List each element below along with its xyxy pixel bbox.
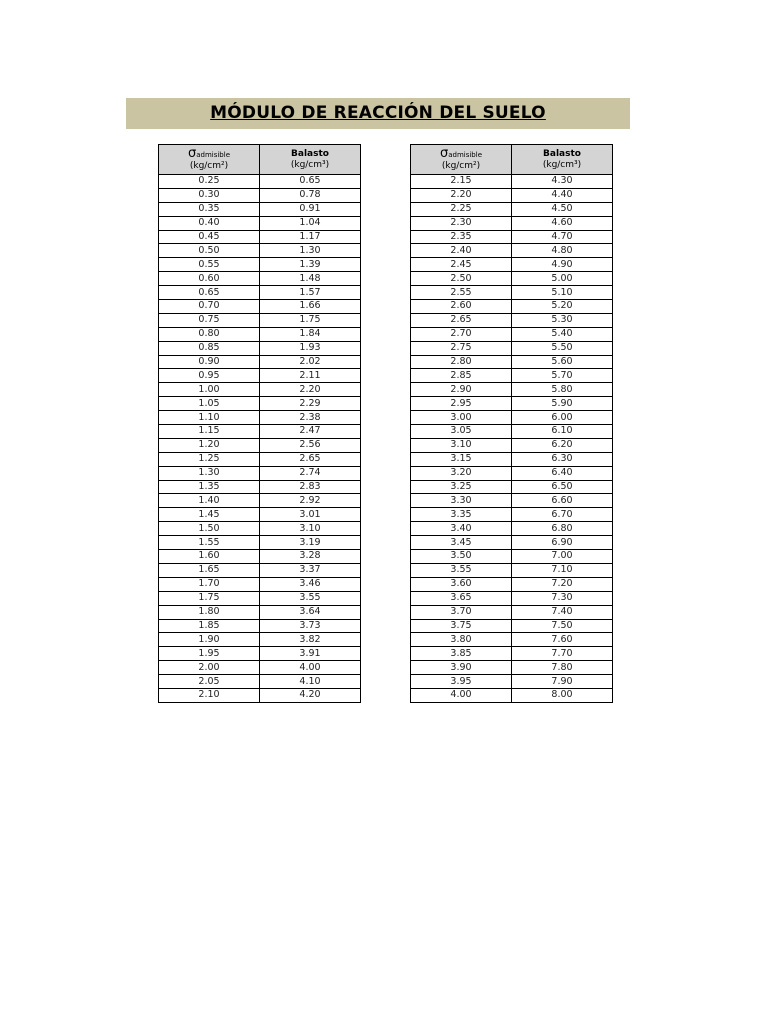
table-row	[159, 313, 361, 327]
balasto-cell: 4.20	[260, 688, 361, 702]
balasto-cell: 6.90	[512, 536, 613, 550]
balasto-cell: 5.60	[512, 355, 613, 369]
table-row	[159, 480, 361, 494]
table-row	[411, 383, 613, 397]
balasto-cell: 8.00	[512, 688, 613, 702]
balasto-cell: 2.56	[260, 438, 361, 452]
table-row	[411, 661, 613, 675]
table-row	[411, 425, 613, 439]
sigma-cell: 1.55	[159, 536, 260, 550]
table-row	[411, 355, 613, 369]
sigma-cell: 3.15	[411, 452, 512, 466]
table-row	[159, 286, 361, 300]
table-row	[159, 300, 361, 314]
balasto-cell: 6.00	[512, 411, 613, 425]
sigma-cell: 3.60	[411, 577, 512, 591]
balasto-cell: 1.39	[260, 258, 361, 272]
sigma-cell: 0.90	[159, 355, 260, 369]
sigma-cell: 3.90	[411, 661, 512, 675]
table-row	[411, 188, 613, 202]
table-row	[159, 452, 361, 466]
table-row	[159, 438, 361, 452]
sigma-cell: 2.70	[411, 327, 512, 341]
sigma-unit: (kg/cm²)	[189, 160, 229, 171]
balasto-cell: 7.60	[512, 633, 613, 647]
sigma-cell: 1.20	[159, 438, 260, 452]
sigma-cell: 1.70	[159, 577, 260, 591]
balasto-cell: 6.70	[512, 508, 613, 522]
table-row	[411, 563, 613, 577]
sigma-cell: 1.15	[159, 425, 260, 439]
sigma-unit: (kg/cm²)	[441, 160, 481, 171]
balasto-cell: 0.78	[260, 188, 361, 202]
balasto-cell: 4.90	[512, 258, 613, 272]
table-row	[159, 202, 361, 216]
sigma-cell: 1.90	[159, 633, 260, 647]
sigma-cell: 2.10	[159, 688, 260, 702]
table-row	[411, 327, 613, 341]
table-row	[411, 494, 613, 508]
balasto-cell: 3.91	[260, 647, 361, 661]
table-row	[159, 466, 361, 480]
balasto-cell: 2.83	[260, 480, 361, 494]
sigma-cell: 0.30	[159, 188, 260, 202]
sigma-cell: 3.95	[411, 675, 512, 689]
table-body	[411, 175, 613, 703]
table-row	[159, 591, 361, 605]
table-row	[411, 688, 613, 702]
table-row	[159, 688, 361, 702]
balasto-unit: (kg/cm³)	[290, 159, 330, 170]
balasto-cell: 4.40	[512, 188, 613, 202]
table-row	[159, 675, 361, 689]
table-row	[411, 341, 613, 355]
balasto-cell: 1.30	[260, 244, 361, 258]
balasto-cell: 5.90	[512, 397, 613, 411]
table-row	[159, 341, 361, 355]
table-row	[159, 258, 361, 272]
balasto-cell: 3.01	[260, 508, 361, 522]
balasto-cell: 2.02	[260, 355, 361, 369]
table-row	[411, 508, 613, 522]
sigma-cell: 0.55	[159, 258, 260, 272]
table-row	[159, 411, 361, 425]
table-row	[411, 633, 613, 647]
balasto-cell: 2.65	[260, 452, 361, 466]
balasto-cell: 5.70	[512, 369, 613, 383]
balasto-cell: 1.93	[260, 341, 361, 355]
sigma-subscript: admisible	[196, 150, 231, 159]
balasto-cell: 3.55	[260, 591, 361, 605]
balasto-cell: 7.30	[512, 591, 613, 605]
sigma-cell: 0.40	[159, 216, 260, 230]
balasto-cell: 1.75	[260, 313, 361, 327]
sigma-cell: 1.25	[159, 452, 260, 466]
balasto-cell: 4.30	[512, 175, 613, 189]
table-row	[411, 272, 613, 286]
balasto-cell: 6.50	[512, 480, 613, 494]
table-row	[411, 675, 613, 689]
sigma-cell: 0.75	[159, 313, 260, 327]
table-row	[411, 466, 613, 480]
balasto-cell: 2.92	[260, 494, 361, 508]
balasto-unit: (kg/cm³)	[542, 159, 582, 170]
sigma-column-header	[159, 145, 260, 175]
sigma-symbol: σ	[439, 145, 449, 161]
sigma-cell: 4.00	[411, 688, 512, 702]
sigma-cell: 2.55	[411, 286, 512, 300]
table-row	[159, 355, 361, 369]
balasto-cell: 3.10	[260, 522, 361, 536]
balasto-cell: 6.40	[512, 466, 613, 480]
sigma-cell: 2.05	[159, 675, 260, 689]
balasto-cell: 5.00	[512, 272, 613, 286]
title-bar	[126, 98, 630, 129]
balasto-column-header	[512, 145, 613, 175]
table-body	[159, 175, 361, 703]
sigma-cell: 1.35	[159, 480, 260, 494]
balasto-cell: 5.30	[512, 313, 613, 327]
sigma-cell: 3.80	[411, 633, 512, 647]
sigma-cell: 2.15	[411, 175, 512, 189]
balasto-cell: 6.30	[512, 452, 613, 466]
sigma-cell: 2.95	[411, 397, 512, 411]
balasto-cell: 7.10	[512, 563, 613, 577]
balasto-cell: 4.10	[260, 675, 361, 689]
sigma-cell: 1.65	[159, 563, 260, 577]
table-row	[159, 175, 361, 189]
soil-table-left	[158, 144, 361, 703]
balasto-cell: 7.40	[512, 605, 613, 619]
balasto-cell: 7.70	[512, 647, 613, 661]
table-row	[159, 550, 361, 564]
table-row	[411, 230, 613, 244]
sigma-cell: 3.45	[411, 536, 512, 550]
sigma-cell: 0.70	[159, 300, 260, 314]
soil-table-right	[410, 144, 613, 703]
table-row	[411, 480, 613, 494]
balasto-cell: 0.91	[260, 202, 361, 216]
table-row	[411, 522, 613, 536]
balasto-cell: 6.10	[512, 425, 613, 439]
table-row	[411, 202, 613, 216]
sigma-cell: 0.50	[159, 244, 260, 258]
balasto-cell: 4.80	[512, 244, 613, 258]
sigma-cell: 3.70	[411, 605, 512, 619]
table-row	[411, 452, 613, 466]
table-header-row	[411, 145, 613, 175]
sigma-cell: 2.45	[411, 258, 512, 272]
table-row	[411, 577, 613, 591]
table-row	[411, 591, 613, 605]
sigma-cell: 2.25	[411, 202, 512, 216]
sigma-cell: 1.85	[159, 619, 260, 633]
sigma-cell: 3.05	[411, 425, 512, 439]
sigma-cell: 1.95	[159, 647, 260, 661]
sigma-cell: 1.40	[159, 494, 260, 508]
sigma-cell: 0.35	[159, 202, 260, 216]
page-title: MÓDULO DE REACCIÓN DEL SUELO	[210, 103, 546, 123]
sigma-cell: 2.75	[411, 341, 512, 355]
sigma-cell: 1.75	[159, 591, 260, 605]
sigma-cell: 3.50	[411, 550, 512, 564]
sigma-cell: 3.25	[411, 480, 512, 494]
sigma-cell: 1.50	[159, 522, 260, 536]
table-row	[159, 605, 361, 619]
table-row	[411, 300, 613, 314]
table-row	[159, 397, 361, 411]
table-row	[411, 619, 613, 633]
sigma-cell: 3.65	[411, 591, 512, 605]
sigma-cell: 2.65	[411, 313, 512, 327]
sigma-cell: 2.50	[411, 272, 512, 286]
table-row	[159, 563, 361, 577]
table-row	[411, 438, 613, 452]
sigma-cell: 2.30	[411, 216, 512, 230]
table-row	[411, 536, 613, 550]
balasto-label: Balasto	[543, 148, 581, 159]
sigma-cell: 3.75	[411, 619, 512, 633]
table-row	[411, 216, 613, 230]
balasto-cell: 3.19	[260, 536, 361, 550]
table-row	[159, 633, 361, 647]
balasto-cell: 2.11	[260, 369, 361, 383]
table-row	[159, 230, 361, 244]
table-row	[159, 383, 361, 397]
balasto-cell: 3.82	[260, 633, 361, 647]
balasto-cell: 3.73	[260, 619, 361, 633]
sigma-cell: 2.40	[411, 244, 512, 258]
sigma-cell: 3.30	[411, 494, 512, 508]
table-row	[411, 258, 613, 272]
balasto-cell: 2.38	[260, 411, 361, 425]
sigma-cell: 3.85	[411, 647, 512, 661]
balasto-cell: 7.80	[512, 661, 613, 675]
sigma-cell: 0.60	[159, 272, 260, 286]
table-row	[159, 577, 361, 591]
balasto-cell: 3.37	[260, 563, 361, 577]
balasto-cell: 7.00	[512, 550, 613, 564]
sigma-cell: 1.80	[159, 605, 260, 619]
table-row	[159, 661, 361, 675]
table-row	[159, 494, 361, 508]
table-row	[411, 647, 613, 661]
table-row	[159, 425, 361, 439]
sigma-cell: 0.65	[159, 286, 260, 300]
table-row	[159, 369, 361, 383]
table-row	[159, 536, 361, 550]
sigma-cell: 3.20	[411, 466, 512, 480]
balasto-cell: 2.20	[260, 383, 361, 397]
table-row	[411, 550, 613, 564]
sigma-cell: 1.30	[159, 466, 260, 480]
table-row	[159, 647, 361, 661]
balasto-cell: 1.84	[260, 327, 361, 341]
sigma-cell: 3.40	[411, 522, 512, 536]
balasto-column-header	[260, 145, 361, 175]
sigma-cell: 0.25	[159, 175, 260, 189]
sigma-cell: 3.00	[411, 411, 512, 425]
balasto-cell: 5.10	[512, 286, 613, 300]
sigma-cell: 1.00	[159, 383, 260, 397]
sigma-cell: 2.60	[411, 300, 512, 314]
sigma-cell: 1.45	[159, 508, 260, 522]
sigma-cell: 2.90	[411, 383, 512, 397]
table-row	[159, 327, 361, 341]
table-row	[411, 175, 613, 189]
sigma-cell: 0.95	[159, 369, 260, 383]
sigma-cell: 3.55	[411, 563, 512, 577]
balasto-cell: 5.20	[512, 300, 613, 314]
balasto-cell: 1.04	[260, 216, 361, 230]
sigma-cell: 0.45	[159, 230, 260, 244]
table-row	[159, 244, 361, 258]
table-row	[411, 369, 613, 383]
balasto-cell: 5.50	[512, 341, 613, 355]
balasto-cell: 5.80	[512, 383, 613, 397]
table-row	[411, 313, 613, 327]
balasto-cell: 1.66	[260, 300, 361, 314]
table-row	[411, 286, 613, 300]
table-header-row	[159, 145, 361, 175]
balasto-cell: 4.00	[260, 661, 361, 675]
balasto-cell: 7.50	[512, 619, 613, 633]
balasto-cell: 4.60	[512, 216, 613, 230]
sigma-cell: 1.60	[159, 550, 260, 564]
sigma-cell: 2.35	[411, 230, 512, 244]
table-row	[411, 411, 613, 425]
balasto-cell: 4.70	[512, 230, 613, 244]
balasto-cell: 2.47	[260, 425, 361, 439]
balasto-cell: 7.90	[512, 675, 613, 689]
balasto-cell: 1.17	[260, 230, 361, 244]
sigma-cell: 2.80	[411, 355, 512, 369]
table-row	[159, 508, 361, 522]
table-row	[411, 605, 613, 619]
balasto-cell: 6.80	[512, 522, 613, 536]
table-row	[159, 522, 361, 536]
sigma-cell: 0.85	[159, 341, 260, 355]
table-row	[159, 216, 361, 230]
sigma-cell: 0.80	[159, 327, 260, 341]
balasto-cell: 3.46	[260, 577, 361, 591]
sigma-cell: 2.85	[411, 369, 512, 383]
table-row	[159, 619, 361, 633]
balasto-cell: 5.40	[512, 327, 613, 341]
sigma-column-header	[411, 145, 512, 175]
balasto-cell: 4.50	[512, 202, 613, 216]
balasto-cell: 3.28	[260, 550, 361, 564]
balasto-cell: 0.65	[260, 175, 361, 189]
sigma-subscript: admisible	[448, 150, 483, 159]
sigma-cell: 3.35	[411, 508, 512, 522]
sigma-cell: 1.10	[159, 411, 260, 425]
balasto-cell: 7.20	[512, 577, 613, 591]
balasto-cell: 2.74	[260, 466, 361, 480]
balasto-cell: 6.20	[512, 438, 613, 452]
sigma-symbol: σ	[187, 145, 197, 161]
balasto-cell: 2.29	[260, 397, 361, 411]
sigma-cell: 2.00	[159, 661, 260, 675]
balasto-cell: 1.57	[260, 286, 361, 300]
balasto-cell: 1.48	[260, 272, 361, 286]
sigma-cell: 2.20	[411, 188, 512, 202]
table-row	[411, 244, 613, 258]
balasto-label: Balasto	[291, 148, 329, 159]
sigma-cell: 3.10	[411, 438, 512, 452]
table-row	[411, 397, 613, 411]
balasto-cell: 6.60	[512, 494, 613, 508]
sigma-cell: 1.05	[159, 397, 260, 411]
table-row	[159, 272, 361, 286]
balasto-cell: 3.64	[260, 605, 361, 619]
table-row	[159, 188, 361, 202]
